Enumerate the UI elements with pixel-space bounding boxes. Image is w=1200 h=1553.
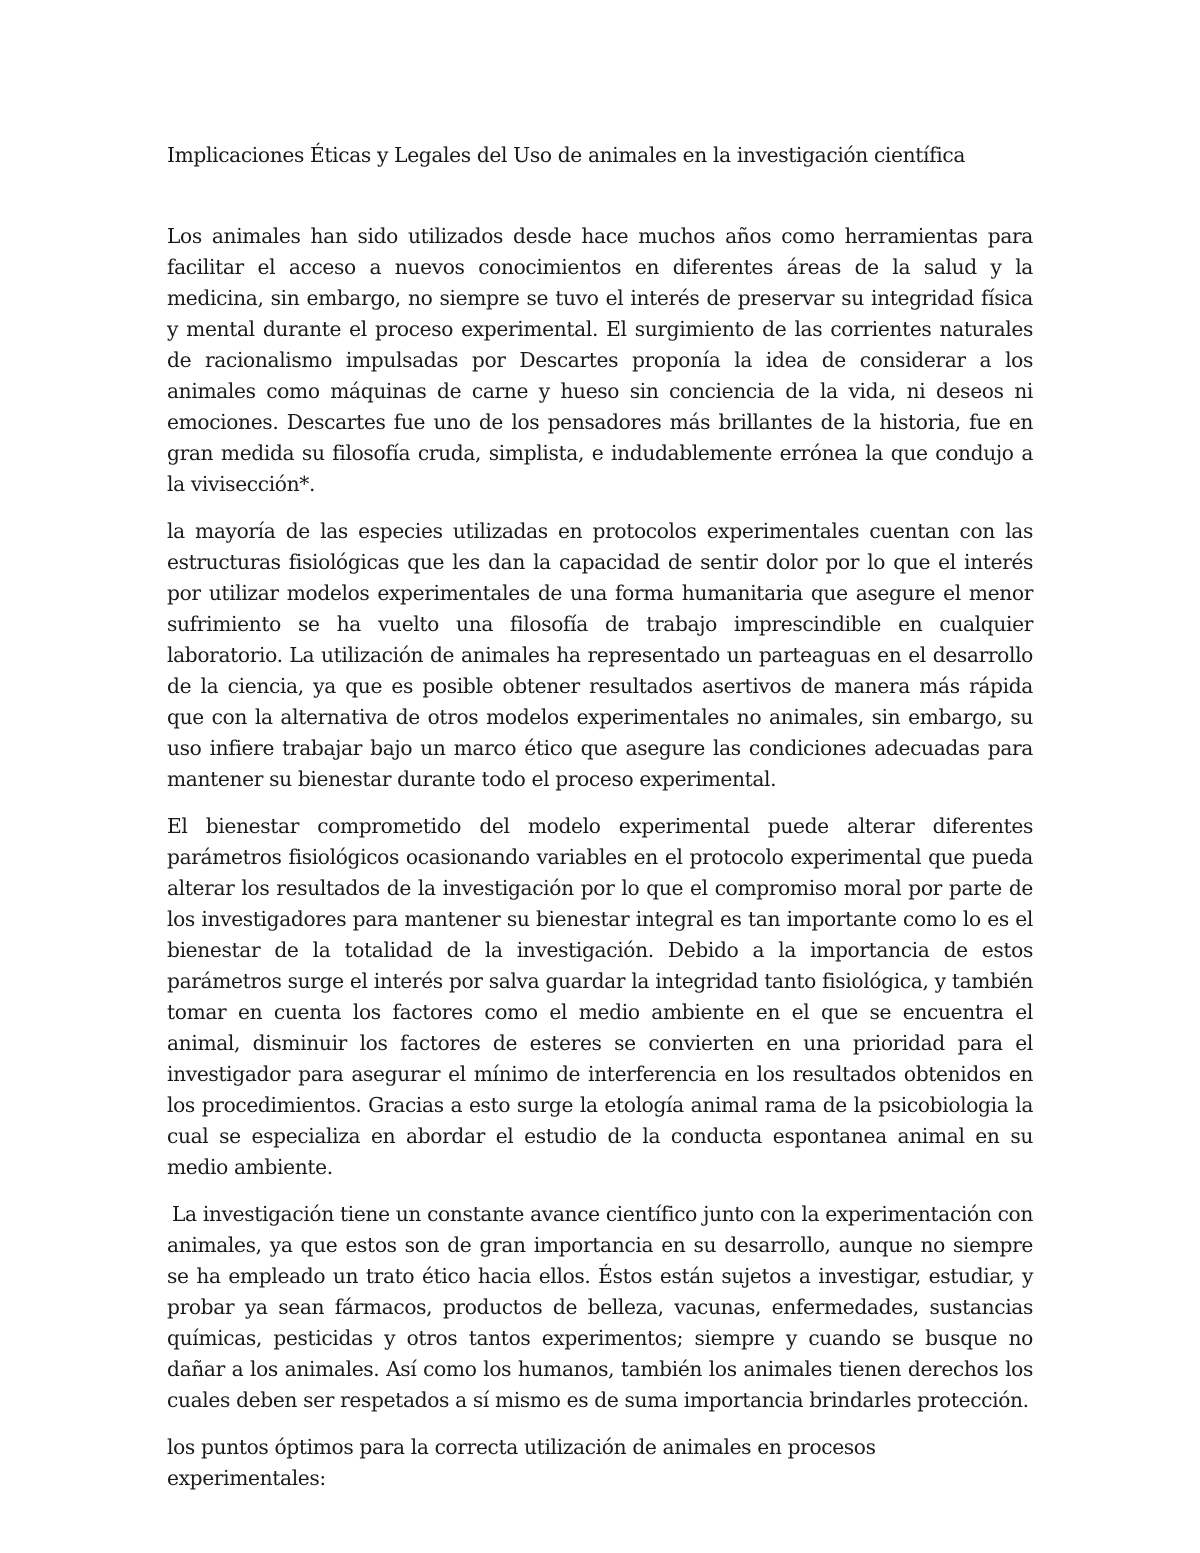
paragraph-investigacion: La investigación tiene un constante avance científico junto con la experimentación con animales, ya que estos son de gran importancia en su desarrollo, aunque no siempre se ha empleado un trato ético hacia ellos. Éstos están sujetos a investigar, estudiar, y probar ya sean fármacos, productos de belleza, vacunas, enfermedades, sustancias químicas, pesticidas y otros tantos experimentos; siempre y cuando se busque no dañar a los animales. Así como los humanos, también los animales tienen derechos los cuales deben ser respetados a sí mismo es de suma importancia brindarles protección.: [167, 1202, 1033, 1412]
document-title: Implicaciones Éticas y Legales del Uso de animales en la investigación científica: [167, 143, 966, 167]
paragraph-bienestar: El bienestar comprometido del modelo experimental puede alterar diferentes parámetros fisiológicos ocasionando variables en el protocolo experimental que pueda alterar los resultados de la investigación por lo que el compromiso moral por parte de los investigadores para mantener su bienestar integral es tan importante como lo es el bienestar de la totalidad de la investigación. Debido a la importancia de estos parámetros surge el interés por salva guardar la integridad tanto fisiológica, y también tomar en cuenta los factores como el medio ambiente en el que se encuentra el animal, disminuir los factores de esteres se convierten en una prioridad para el investigador para asegurar el mínimo de interferencia en los resultados obtenidos en los procedimientos. Gracias a esto surge la etología animal rama de la psicobiologia la cual se especializa en abordar el estudio de la conducta espontanea animal en su medio ambiente.: [167, 814, 1033, 1179]
paragraph-puntos-optimos: los puntos óptimos para la correcta utilización de animales en procesos experimentales:: [167, 1435, 876, 1490]
document-body: [167, 140, 1033, 1510]
paragraph-especies: la mayoría de las especies utilizadas en protocolos experimentales cuentan con las estructuras fisiológicas que les dan la capacidad de sentir dolor por lo que el interés por utilizar modelos experimentales de una forma humanitaria que asegure el menor sufrimiento se ha vuelto una filosofía de trabajo imprescindible en cualquier laboratorio. La utilización de animales ha representado un parteaguas en el desarrollo de la ciencia, ya que es posible obtener resultados asertivos de manera más rápida que con la alternativa de otros modelos experimentales no animales, sin embargo, su uso infiere trabajar bajo un marco ético que asegure las condiciones adecuadas para mantener su bienestar durante todo el proceso experimental.: [167, 519, 1033, 791]
paragraph-descartes: Los animales han sido utilizados desde hace muchos años como herramientas para facilitar el acceso a nuevos conocimientos en diferentes áreas de la salud y la medicina, sin embargo, no siempre se tuvo el interés de preservar su integridad física y mental durante el proceso experimental. El surgimiento de las corrientes naturales de racionalismo impulsadas por Descartes proponía la idea de considerar a los animales como máquinas de carne y hueso sin conciencia de la vida, ni deseos ni emociones. Descartes fue uno de los pensadores más brillantes de la historia, fue en gran medida su filosofía cruda, simplista, e indudablemente errónea la que condujo a la vivisección*.: [167, 224, 1033, 496]
